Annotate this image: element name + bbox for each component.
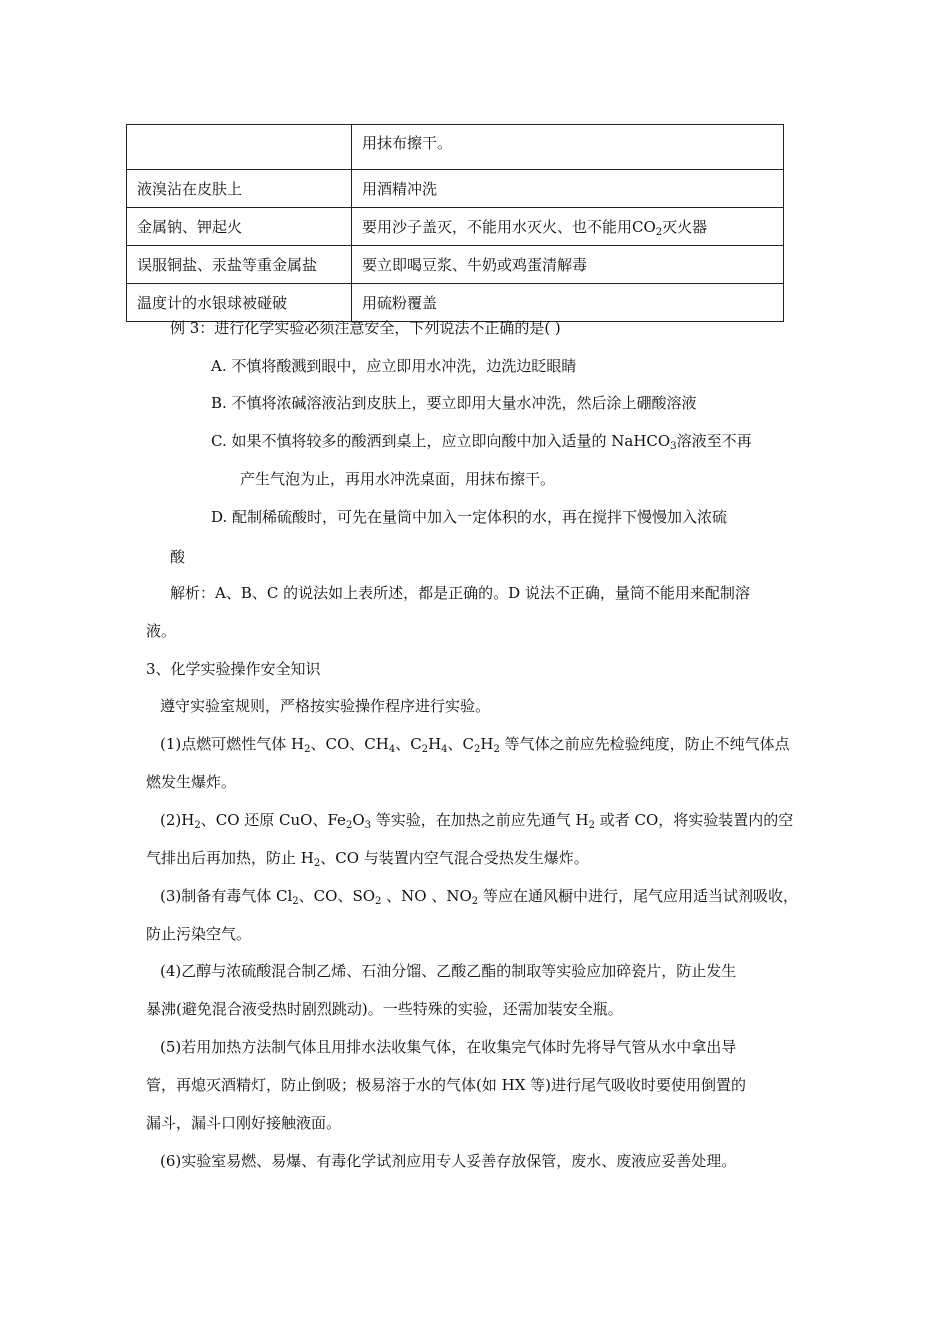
table-cell-method: 用酒精冲洗 <box>352 170 784 208</box>
section-heading: 3、化学实验操作安全知识 <box>146 660 321 678</box>
paragraph-4-line1: (4)乙醇与浓硫酸混合制乙烯、石油分馏、乙酸乙酯的制取等实验应加碎瓷片，防止发生 <box>160 962 737 980</box>
paragraph-2-line1: $(2)H_2$、CO 还原 CuO、$Fe_2O_3$ 等实验，在加热之前应先通气 $H_2$ 或者 CO，将实验装置内的空 <box>160 811 794 831</box>
paragraph-2-line2: 气排出后再加热，防止 $H_2$、CO 与装置内空气混合受热发生爆炸。 <box>146 849 589 869</box>
paragraph-6-line1: (6)实验室易燃、易爆、有毒化学试剂应用专人妥善存放保管，废水、废液应妥善处理。 <box>160 1152 737 1170</box>
option-a: A. 不慎将酸溅到眼中，应立即用水冲洗，边洗边眨眼睛 <box>211 357 577 375</box>
table-cell-situation: 金属钠、钾起火 <box>127 208 352 246</box>
paragraph-3-line1: (3)制备有毒气体 $Cl_2$、CO、$SO_2$ 、NO 、$NO_2$ 等应在通风橱中进行，尾气应用适当试剂吸收， <box>160 887 798 907</box>
table-cell-method: 用抹布擦干。 <box>352 125 784 170</box>
table-cell-situation: 温度计的水银球被碰破 <box>127 284 352 322</box>
example-question: 例 3：进行化学实验必须注意安全，下列说法不正确的是( ) <box>170 319 561 337</box>
table-cell-situation: 液溴沾在皮肤上 <box>127 170 352 208</box>
option-d-line2: 酸 <box>170 548 186 566</box>
table-row <box>127 170 784 208</box>
option-d-line1: D. 配制稀硫酸时，可先在量筒中加入一定体积的水，再在搅拌下慢慢加入浓硫 <box>211 508 728 526</box>
option-b: B. 不慎将浓碱溶液沾到皮肤上，要立即用大量水冲洗，然后涂上硼酸溶液 <box>211 394 697 412</box>
paragraph-3-line2: 防止污染空气。 <box>146 925 252 943</box>
option-c-line2: 产生气泡为止，再用水冲洗桌面，用抹布擦干。 <box>240 470 556 488</box>
table-cell-situation: 误服铜盐、汞盐等重金属盐 <box>127 246 352 284</box>
safety-table <box>126 124 784 322</box>
section-intro: 遵守实验室规则，严格按实验操作程序进行实验。 <box>160 697 491 715</box>
table-row <box>127 208 784 246</box>
paragraph-5-line1: (5)若用加热方法制气体且用排水法收集气体，在收集完气体时先将导气管从水中拿出导 <box>160 1038 737 1056</box>
table-row <box>127 125 784 170</box>
table-cell-method: 用硫粉覆盖 <box>352 284 784 322</box>
paragraph-1-line1: (1)点燃可燃性气体 $H_2$、CO、$CH_4$、$C_2H_4$、$C_2H_2$ 等气体之前应先检验纯度，防止不纯气体点 <box>160 735 790 755</box>
analysis-line1: 解析：A、B、C 的说法如上表所述，都是正确的。D 说法不正确，量筒不能用来配制溶 <box>170 584 750 602</box>
table-cell-method: 要用沙子盖灭，不能用水灭火、也不能用$CO_2$灭火器 <box>352 208 784 246</box>
paragraph-1-line2: 燃发生爆炸。 <box>146 773 237 791</box>
paragraph-5-line2: 管，再熄灭酒精灯，防止倒吸；极易溶于水的气体(如 HX 等)进行尾气吸收时要使用倒置的 <box>146 1076 747 1094</box>
table-cell-method: 要立即喝豆浆、牛奶或鸡蛋清解毒 <box>352 246 784 284</box>
option-c-line1: C. 如果不慎将较多的酸洒到桌上，应立即向酸中加入适量的 NaHCO$_3$溶液至不再 <box>211 432 752 452</box>
table-cell-situation <box>127 125 352 170</box>
paragraph-5-line3: 漏斗，漏斗口刚好接触液面。 <box>146 1114 342 1132</box>
table-row <box>127 246 784 284</box>
paragraph-4-line2: 暴沸(避免混合液受热时剧烈跳动)。一些特殊的实验，还需加装安全瓶。 <box>146 1000 623 1018</box>
table-row <box>127 284 784 322</box>
analysis-line2: 液。 <box>146 622 177 640</box>
